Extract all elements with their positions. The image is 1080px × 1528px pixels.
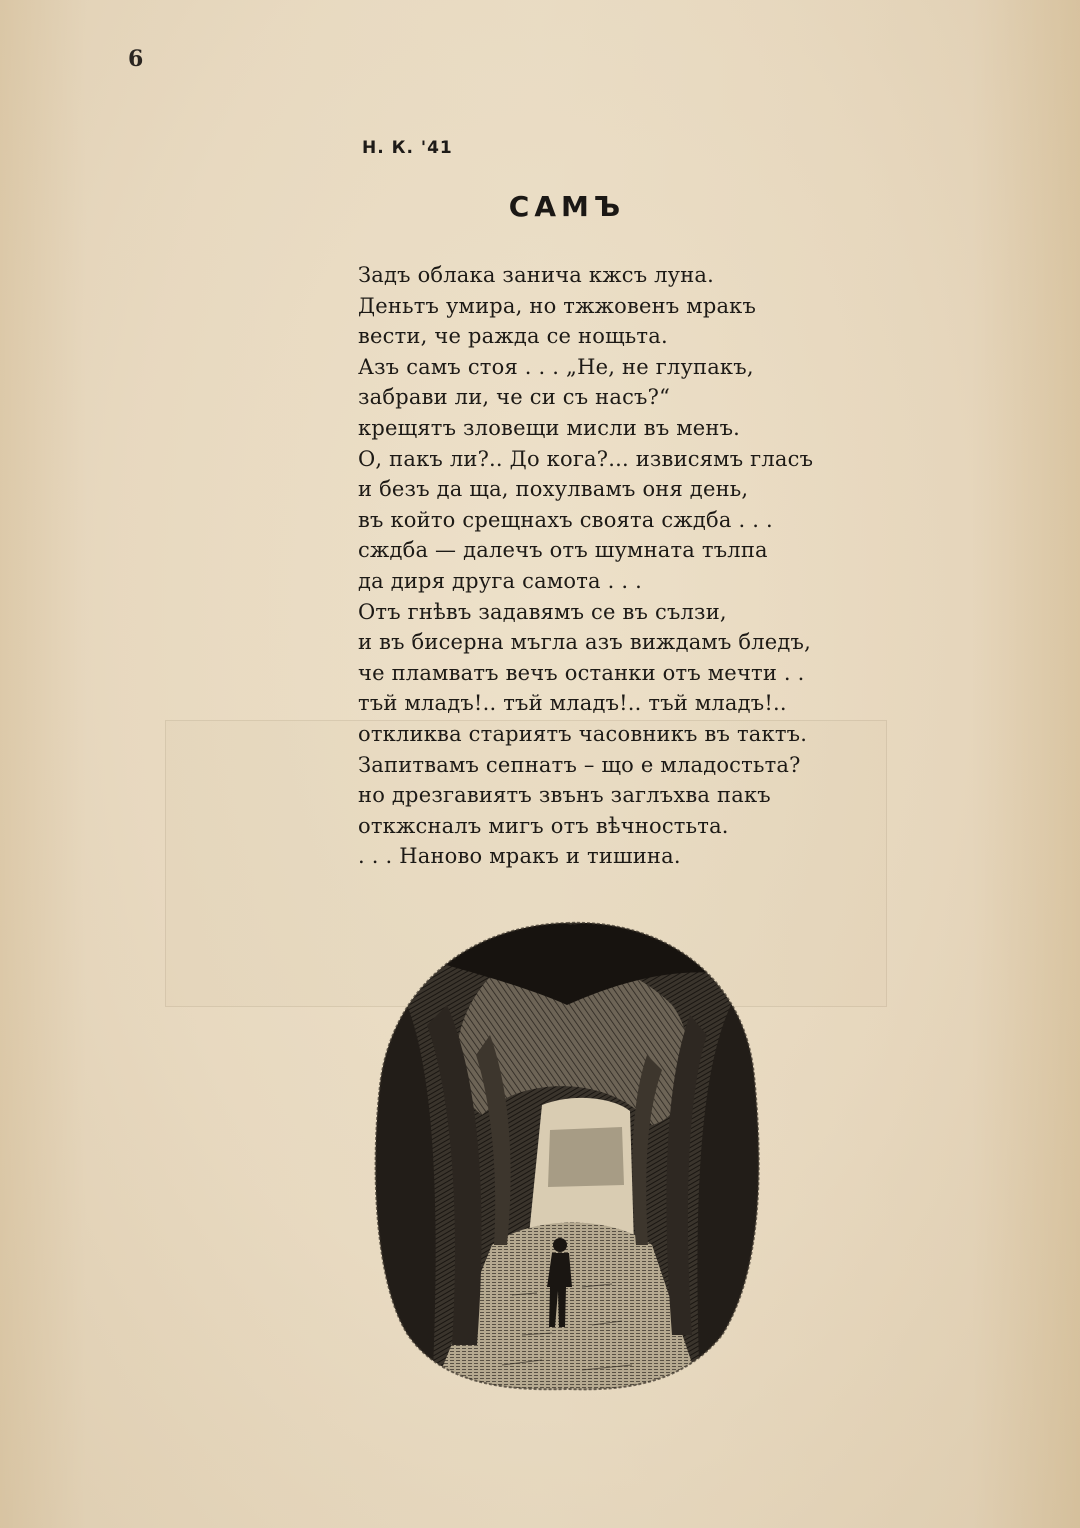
poem-line: сждба — далечъ отъ шумната тълпа (358, 538, 768, 563)
poem-title: САМЪ (508, 190, 626, 223)
poem-line: Азъ самъ стоя . . . „Не, не глупакъ, (358, 354, 754, 379)
poem-line: Запитвамъ сепнатъ – що е младостьта? (358, 752, 801, 777)
poem-line: откликва стариятъ часовникъ въ тактъ. (358, 721, 808, 746)
poem-line: но дрезгавиятъ звънъ заглъхва пакъ (358, 783, 771, 808)
poem-line: откжсналъ мигъ отъ вѣчностьта. (358, 813, 729, 838)
poem-line: и въ бисерна мъгла азъ виждамъ бледъ, (358, 630, 811, 655)
poem-line: Задъ облака занича кжсъ луна. (358, 263, 715, 287)
poem-line: въ който срещнахъ своята сждба . . . (358, 507, 773, 532)
poem-line: тъй младъ!.. тъй младъ!.. тъй младъ!.. (358, 691, 787, 716)
poem-line: че пламватъ вечъ останки отъ мечти . . (358, 660, 805, 685)
poem-line: Деньтъ умира, но тжжовенъ мракъ (358, 293, 757, 318)
poem-line: крещятъ зловещи мисли въ менъ. (358, 415, 741, 440)
forest-path-engraving (372, 915, 762, 1393)
poem-line: Отъ гнѣвъ задавямъ се въ сълзи, (358, 599, 727, 624)
poem-line: О, пакъ ли?.. До кога?... извисямъ гласъ (358, 446, 814, 471)
poem-line: забрави ли, че си съ насъ?“ (358, 385, 671, 410)
poem-line: . . . Наново мракъ и тишина. (358, 844, 681, 869)
poem-line: вести, че ражда се нощьта. (358, 324, 668, 349)
poem-line: и безъ да ща, похулвамъ оня день, (358, 477, 749, 502)
dedication-initials: Н. К. '41 (362, 138, 453, 158)
poem-line: да диря друга самота . . . (358, 568, 642, 593)
page-number: 6 (128, 46, 144, 72)
poem-body (358, 260, 878, 872)
